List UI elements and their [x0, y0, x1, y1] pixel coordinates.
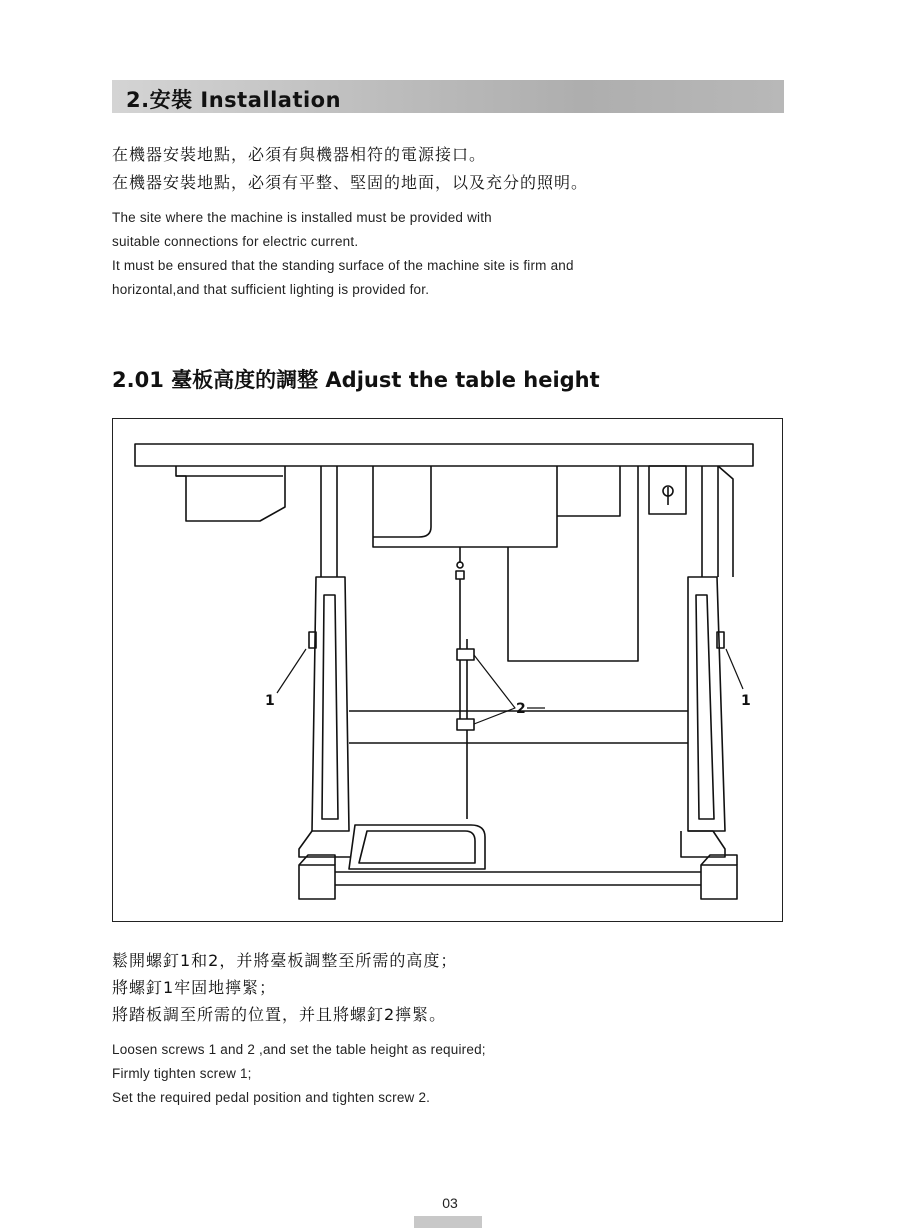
intro-cn-line-2: 在機器安裝地點，必須有平整、堅固的地面，以及充分的照明。: [112, 173, 589, 192]
section-title: 2.安裝 Installation: [126, 88, 342, 112]
motor-box: [508, 466, 638, 661]
callout-label-pedal: 2: [516, 701, 526, 717]
motor-bracket: [557, 466, 620, 516]
left-foot: [299, 831, 357, 857]
table-top: [135, 444, 753, 466]
right-leg-brace: [718, 466, 733, 577]
table-stand-illustration: [113, 419, 784, 923]
pedal-rod-clamp-lower: [457, 719, 474, 730]
callout-line-left: [277, 649, 306, 693]
callout-label-right: 1: [741, 693, 751, 709]
left-foot-pad: [299, 865, 335, 899]
left-leg-upper: [321, 466, 337, 577]
table-stand-figure: [112, 418, 783, 922]
right-foot-pad: [701, 865, 737, 899]
right-foot: [681, 831, 725, 857]
intro-en-line-1: The site where the machine is installed must be provided with: [112, 210, 492, 225]
intro-en-line-2: suitable connections for electric current.: [112, 234, 359, 249]
instruction-en-line-1: Loosen screws 1 and 2 ,and set the table height as required;: [112, 1042, 486, 1057]
base-bar: [335, 872, 701, 885]
callout-label-left: 1: [265, 693, 275, 709]
machine-housing-inner: [373, 466, 431, 537]
instruction-en-line-2: Firmly tighten screw 1;: [112, 1066, 252, 1081]
callout-line-pedal: [474, 655, 515, 724]
page-number: 03: [442, 1195, 458, 1211]
right-leg-lower: [688, 577, 725, 831]
instruction-cn-line-2: 將螺釘1牢固地擰緊；: [112, 978, 277, 997]
drawer: [176, 466, 285, 521]
intro-en-line-4: horizontal,and that sufficient lighting is provided for.: [112, 282, 430, 297]
pedal-rod-clamp-upper: [457, 649, 474, 660]
section-header-bar: [112, 80, 784, 113]
rod-link: [456, 571, 464, 579]
subsection-title: 2.01 臺板高度的調整 Adjust the table height: [112, 368, 600, 392]
right-leg-upper: [702, 466, 718, 577]
machine-housing: [373, 466, 557, 547]
instruction-en-line-3: Set the required pedal position and tighten screw 2.: [112, 1090, 431, 1105]
footer-bar: [414, 1216, 482, 1228]
instruction-cn-line-3: 將踏板調至所需的位置，并且將螺釘2擰緊。: [112, 1005, 447, 1024]
instruction-cn-line-1: 鬆開螺釘1和2，并將臺板調整至所需的高度；: [112, 951, 458, 970]
pedal-rod: [460, 579, 467, 819]
intro-cn-line-1: 在機器安裝地點，必須有與機器相符的電源接口。: [112, 145, 487, 164]
intro-en-line-3: It must be ensured that the standing surface of the machine site is firm and: [112, 258, 574, 273]
callout-line-right: [726, 649, 743, 689]
left-leg-lower: [312, 577, 349, 831]
